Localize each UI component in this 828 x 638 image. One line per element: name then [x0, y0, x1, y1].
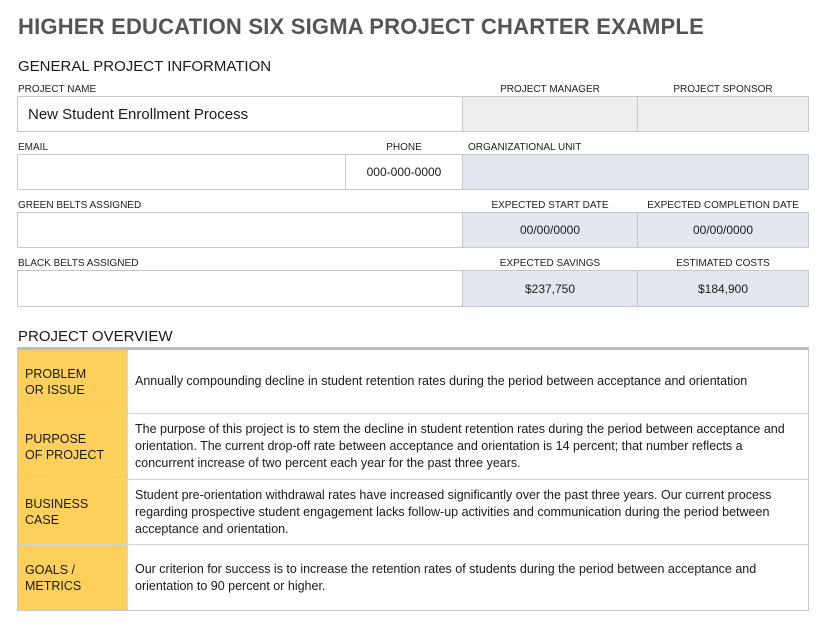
costs-label: ESTIMATED COSTS: [676, 258, 770, 269]
costs-field[interactable]: $184,900: [637, 270, 809, 307]
overview-value[interactable]: Student pre-orientation withdrawal rates have increased significantly over the past three years. Our current process regarding prospective student engagement lacks follow-up activities and communication during the period between acceptance and orientation.: [127, 480, 808, 544]
green-belts-field[interactable]: [17, 212, 463, 248]
email-label: EMAIL: [18, 142, 49, 153]
project-overview-heading: PROJECT OVERVIEW: [18, 328, 173, 345]
overview-key-line: PROBLEM: [25, 366, 87, 381]
project-overview-table: [17, 347, 809, 611]
org-unit-label: ORGANIZATIONAL UNIT: [468, 142, 582, 153]
overview-value[interactable]: Annually compounding decline in student retention rates during the period between acceptance and orientation: [127, 350, 808, 413]
savings-label: EXPECTED SAVINGS: [499, 258, 601, 269]
project-name-field[interactable]: New Student Enrollment Process: [17, 96, 463, 132]
page-title: HIGHER EDUCATION SIX SIGMA PROJECT CHARTER EXAMPLE: [18, 14, 704, 39]
overview-key-line: OF PROJECT: [25, 447, 105, 462]
overview-key-line: OR ISSUE: [25, 382, 85, 397]
overview-key: [18, 414, 127, 479]
phone-label: PHONE: [386, 142, 422, 153]
overview-key: [18, 545, 127, 610]
general-info-heading: GENERAL PROJECT INFORMATION: [18, 58, 272, 75]
completion-date-label: EXPECTED COMPLETION DATE: [647, 200, 799, 211]
start-date-label: EXPECTED START DATE: [491, 200, 609, 211]
overview-value[interactable]: Our criterion for success is to increase the retention rates of students during the period between acceptance and orientation to 90 percent or higher.: [127, 545, 808, 610]
black-belts-label: BLACK BELTS ASSIGNED: [18, 258, 139, 269]
project-name-label: PROJECT NAME: [18, 84, 97, 95]
overview-row-purpose: [18, 413, 808, 479]
project-sponsor-label: PROJECT SPONSOR: [673, 84, 773, 95]
overview-key-line: BUSINESS: [25, 497, 89, 511]
overview-row-goals: [18, 544, 808, 610]
email-field[interactable]: [17, 154, 346, 190]
project-manager-field[interactable]: [462, 96, 638, 132]
project-manager-label: PROJECT MANAGER: [500, 84, 600, 95]
overview-row-business-case: [18, 479, 808, 544]
overview-key-line: GOALS /: [25, 562, 76, 577]
overview-key-line: PURPOSE: [25, 431, 87, 446]
overview-key: [18, 480, 127, 544]
overview-key-line: CASE: [25, 513, 60, 527]
black-belts-field[interactable]: [17, 270, 463, 307]
start-date-field[interactable]: 00/00/0000: [462, 212, 638, 248]
overview-value[interactable]: The purpose of this project is to stem the decline in student retention rates during the period between acceptance and orientation. The current drop-off rate between acceptance and orientation is 14 percent; that number reflects a concurrent increase of two percent each year for the past three years.: [127, 414, 808, 479]
phone-field[interactable]: 000-000-0000: [345, 154, 463, 190]
green-belts-label: GREEN BELTS ASSIGNED: [18, 200, 142, 211]
overview-row-problem: [18, 350, 808, 413]
overview-key-line: METRICS: [25, 578, 82, 593]
completion-date-field[interactable]: 00/00/0000: [637, 212, 809, 248]
project-sponsor-field[interactable]: [637, 96, 809, 132]
org-unit-field[interactable]: [462, 154, 809, 190]
overview-key: [18, 350, 127, 413]
savings-field[interactable]: $237,750: [462, 270, 638, 307]
